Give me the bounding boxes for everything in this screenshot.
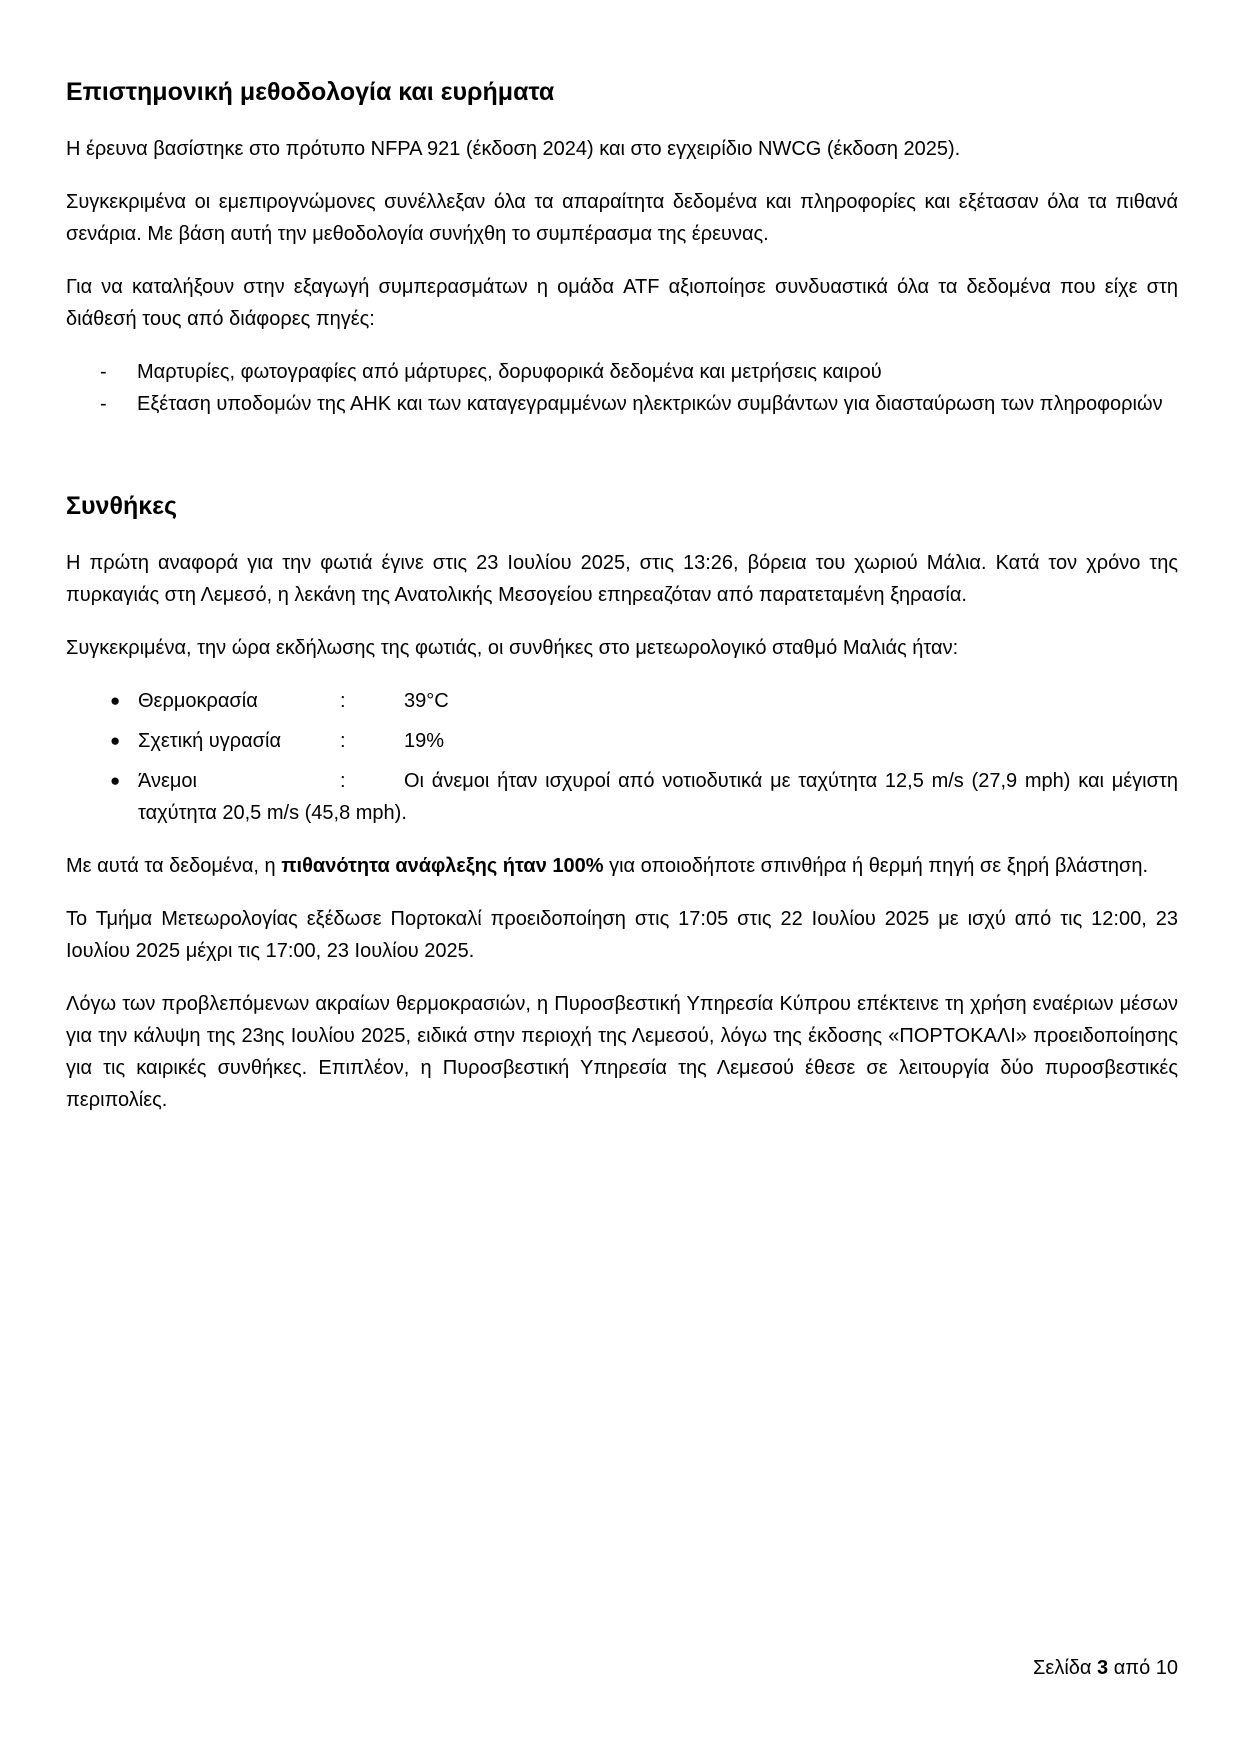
condition-colon: : (340, 770, 346, 792)
condition-term: Θερμοκρασία (138, 690, 258, 712)
ignition-text-bold: πιθανότητα ανάφλεξης ήταν 100% (281, 855, 604, 877)
condition-content (138, 685, 1178, 717)
dash-marker: - (100, 393, 107, 415)
paragraph-ignition-probability (66, 850, 1178, 882)
paragraph-experts-method: Συγκεκριμένα οι εμεπιρογνώμονες συνέλλεξαν όλα τα απαραίτητα δεδομένα και πληροφορίες και εξέτασαν όλα τα πιθανά σενάρια. Με βάση αυτή την μεθοδολογία συνήχθη το συμπέρασμα της έρευνας. (66, 191, 1178, 245)
condition-term: Άνεμοι (138, 770, 197, 792)
ignition-text-pre: Με αυτά τα δεδομένα, η (66, 855, 282, 877)
condition-content (138, 765, 1178, 829)
weather-conditions-list (66, 685, 1178, 829)
list-item-eac-infrastructure (100, 388, 1178, 420)
list-item-testimonies (100, 356, 1178, 388)
footer-suffix: από 10 (1108, 1657, 1178, 1679)
footer-page-number: 3 (1097, 1657, 1109, 1679)
condition-item-winds (110, 765, 1178, 829)
paragraph-first-report: Η πρώτη αναφορά για την φωτιά έγινε στις 23 Ιουλίου 2025, στις 13:26, βόρεια του χωριού Μάλια. Κατά τον χρόνο της πυρκαγιάς στη Λεμεσό, η λεκάνη της Ανατολικής Μεσογείου επηρεαζόταν από παρατεταμένη ξηρασία. (66, 552, 1178, 606)
list-item-text: Εξέταση υποδομών της ΑΗΚ και των καταγεγραμμένων ηλεκτρικών συμβάντων για διασταύρωση των πληροφοριών (137, 393, 1163, 415)
paragraph-weather-station-intro: Συγκεκριμένα, την ώρα εκδήλωσης της φωτιάς, οι συνθήκες στο μετεωρολογικό σταθμό Μαλιάς ήταν: (66, 637, 959, 659)
paragraph-fire-service-measures: Λόγω των προβλεπόμενων ακραίων θερμοκρασιών, η Πυροσβεστική Υπηρεσία Κύπρου επέκτεινε τη χρήση εναέριων μέσων για την κάλυψη της 23ης Ιουλίου 2025, ειδικά στην περιοχή της Λεμεσού, λόγω της έκδοσης «ΠΟΡΤΟΚΑΛΙ» προειδοποίησης για τις καιρικές συνθήκες. Επιπλέον, η Πυροσβεστική Υπηρεσία της Λεμεσού έθεσε σε λειτουργία δύο πυροσβεστικές περιπολίες. (66, 993, 1178, 1111)
bullet-marker: ● (110, 731, 121, 750)
bullet-marker: ● (110, 691, 121, 710)
condition-colon: : (340, 730, 346, 752)
footer-prefix: Σελίδα (1033, 1657, 1098, 1679)
condition-value: Οι άνεμοι ήταν ισχυροί από νοτιοδυτικά με ταχύτητα 12,5 m/s (27,9 mph) και μέγιστη ταχύτητα 20,5 m/s (45,8 mph). (138, 770, 1178, 824)
bullet-marker: ● (110, 771, 121, 790)
section-heading-methodology: Επιστημονική μεθοδολογία και ευρήματα (66, 78, 555, 106)
section-heading-conditions: Συνθήκες (66, 492, 178, 520)
condition-item-temperature (110, 685, 1178, 717)
condition-colon: : (340, 690, 346, 712)
paragraph-atf-sources-intro: Για να καταλήξουν στην εξαγωγή συμπερασμάτων η ομάδα ATF αξιοποίησε συνδυαστικά όλα τα δεδομένα που είχε στη διάθεσή τους από διάφορες πηγές: (66, 276, 1178, 330)
dash-marker: - (100, 361, 107, 383)
list-item-text: Μαρτυρίες, φωτογραφίες από μάρτυρες, δορυφορικά δεδομένα και μετρήσεις καιρού (137, 361, 882, 383)
ignition-text-post: για οποιοδήποτε σπινθήρα ή θερμή πηγή σε ξηρή βλάστηση. (603, 855, 1149, 877)
sources-list (66, 356, 1178, 420)
condition-content (138, 725, 1178, 757)
condition-value: 19% (404, 730, 445, 752)
paragraph-nfpa-standard: Η έρευνα βασίστηκε στο πρότυπο NFPA 921 (έκδοση 2024) και στο εγχειρίδιο NWCG (έκδοση 2025). (66, 138, 961, 160)
condition-value: 39°C (404, 690, 449, 712)
page-footer (1033, 1652, 1178, 1684)
paragraph-orange-warning: Το Τμήμα Μετεωρολογίας εξέδωσε Πορτοκαλί προειδοποίηση στις 17:05 στις 22 Ιουλίου 2025 με ισχύ από τις 12:00, 23 Ιουλίου 2025 μέχρι τις 17:00, 23 Ιουλίου 2025. (66, 908, 1178, 962)
condition-term: Σχετική υγρασία (138, 730, 282, 752)
condition-item-humidity (110, 725, 1178, 757)
